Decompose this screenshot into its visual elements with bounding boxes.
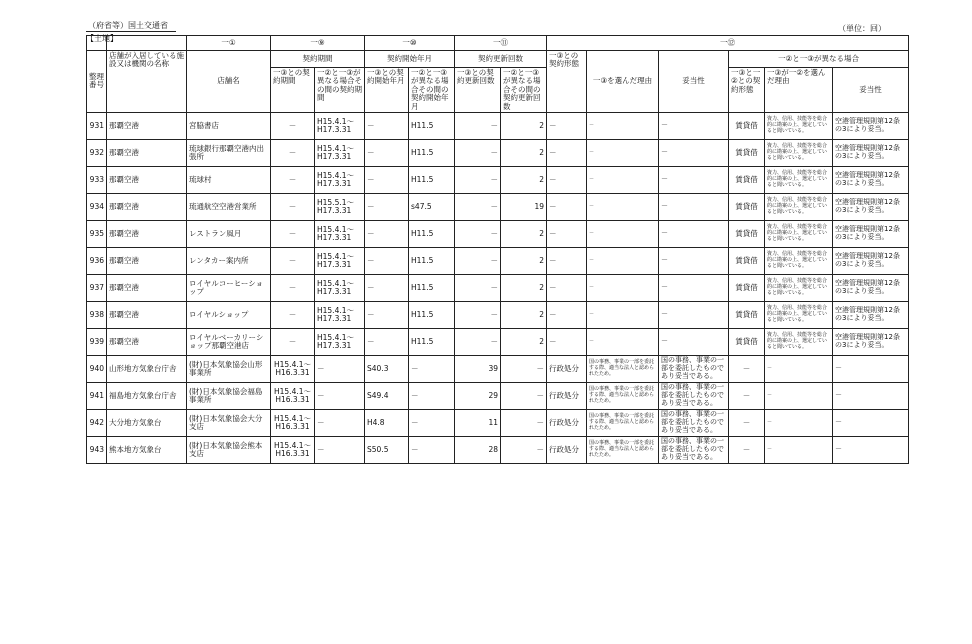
cell-renewal-3: 11 — [455, 409, 501, 436]
cell-renewal-23: － — [501, 436, 547, 463]
cell-renewal-23: 2 — [501, 328, 547, 355]
cell-form-23: 賃貸借 — [729, 193, 765, 220]
header-code-c11: 一⑪ — [455, 36, 547, 51]
cell-form-3: 行政処分 — [547, 382, 587, 409]
header-p3: 一③との契約期間 — [271, 68, 315, 113]
cell-period-3: － — [271, 274, 315, 301]
cell-start-23: － — [409, 382, 455, 409]
cell-facility: 那覇空港 — [107, 139, 187, 166]
header-form3: 一③との契約形態 — [547, 51, 587, 113]
cell-start-3: － — [365, 193, 409, 220]
header-code-c10: 一⑩ — [365, 36, 455, 51]
cell-renewal-3: － — [455, 139, 501, 166]
cell-form-23: 賃貸借 — [729, 112, 765, 139]
ministry-label: （府省等）国土交通省 — [88, 21, 168, 30]
cell-renewal-23: － — [501, 355, 547, 382]
cell-no: 938 — [87, 301, 107, 328]
cell-renewal-23: 2 — [501, 139, 547, 166]
cell-no: 936 — [87, 247, 107, 274]
cell-no: 937 — [87, 274, 107, 301]
table-body — [87, 112, 909, 463]
cell-start-3: － — [365, 247, 409, 274]
cell-period-23: H15.4.1～H17.3.31 — [315, 166, 365, 193]
table-row — [87, 112, 909, 139]
header-reason3: 一③を選んだ理由 — [587, 51, 659, 113]
cell-store: ロイヤルコーヒーショップ — [187, 274, 271, 301]
cell-form-3: 行政処分 — [547, 409, 587, 436]
cell-no: 934 — [87, 193, 107, 220]
cell-validity: 国の事務、事業の一部を委託したものであり妥当である。 — [659, 382, 729, 409]
cell-period-3: H15.4.1～H16.3.31 — [271, 409, 315, 436]
cell-reason-32: 資力、信用、技能等を総合的に勘案の上、選定していると聞いている。 — [765, 112, 833, 139]
cell-renewal-3: － — [455, 220, 501, 247]
header-start: 契約開始年月 — [365, 51, 455, 68]
cell-facility: 大分地方気象台 — [107, 409, 187, 436]
cell-store: 琉球銀行那覇空港内出張所 — [187, 139, 271, 166]
unit-label: （単位：回） — [838, 24, 886, 33]
header-diff-group: 一②と一③が異なる場合 — [729, 51, 909, 68]
cell-no: 933 — [87, 166, 107, 193]
cell-store: (財)日本気象協会大分支店 — [187, 409, 271, 436]
cell-facility: 那覇空港 — [107, 193, 187, 220]
cell-start-3: － — [365, 220, 409, 247]
cell-validity: － — [659, 139, 729, 166]
cell-form-3: 行政処分 — [547, 436, 587, 463]
cell-facility: 那覇空港 — [107, 166, 187, 193]
cell-period-23: － — [315, 409, 365, 436]
cell-renewal-3: － — [455, 328, 501, 355]
cell-period-3: － — [271, 247, 315, 274]
cell-form-23: 賃貸借 — [729, 139, 765, 166]
cell-facility: 那覇空港 — [107, 112, 187, 139]
cell-form-23: 賃貸借 — [729, 247, 765, 274]
header-code-c12: 一⑫ — [547, 36, 909, 51]
table-row — [87, 409, 909, 436]
cell-form-3: － — [547, 112, 587, 139]
cell-start-3: S40.3 — [365, 355, 409, 382]
cell-period-23: H15.4.1～H17.3.31 — [315, 301, 365, 328]
cell-reason-32: － — [765, 355, 833, 382]
cell-store: 宮脇書店 — [187, 112, 271, 139]
cell-reason-32: 資力、信用、技能等を総合的に勘案の上、選定していると聞いている。 — [765, 139, 833, 166]
cell-validity-2: 空港管理規則第12条の3により妥当。 — [833, 139, 909, 166]
table-row — [87, 247, 909, 274]
cell-reason-32: － — [765, 436, 833, 463]
cell-form-3: － — [547, 166, 587, 193]
cell-store: (財)日本気象協会熊本支店 — [187, 436, 271, 463]
cell-store: (財)日本気象協会福島事業所 — [187, 382, 271, 409]
cell-period-3: － — [271, 193, 315, 220]
cell-form-23: － — [729, 355, 765, 382]
cell-validity: － — [659, 274, 729, 301]
cell-store: 琉球村 — [187, 166, 271, 193]
cell-renewal-23: 2 — [501, 166, 547, 193]
table-header — [87, 36, 909, 113]
cell-start-23: H11.5 — [409, 247, 455, 274]
category-label: 【土地】 — [86, 34, 118, 43]
cell-no: 931 — [87, 112, 107, 139]
header-facility: 店舗が入居している施設又は機関の名称 — [107, 51, 187, 113]
cell-validity-2: － — [833, 382, 909, 409]
cell-start-23: － — [409, 355, 455, 382]
cell-period-3: － — [271, 301, 315, 328]
cell-renewal-3: 29 — [455, 382, 501, 409]
cell-period-23: H15.4.1～H17.3.31 — [315, 220, 365, 247]
cell-facility: 那覇空港 — [107, 220, 187, 247]
cell-form-23: － — [729, 409, 765, 436]
cell-renewal-3: － — [455, 166, 501, 193]
cell-form-23: 賃貸借 — [729, 220, 765, 247]
table-row — [87, 193, 909, 220]
header-renewal: 契約更新回数 — [455, 51, 547, 68]
cell-facility: 那覇空港 — [107, 247, 187, 274]
cell-start-23: H11.5 — [409, 274, 455, 301]
header-blank — [107, 36, 187, 51]
cell-period-3: － — [271, 220, 315, 247]
table-row — [87, 274, 909, 301]
cell-validity: 国の事務、事業の一部を委託したものであり妥当である。 — [659, 409, 729, 436]
cell-start-23: － — [409, 436, 455, 463]
cell-renewal-23: － — [501, 382, 547, 409]
cell-validity-2: 空港管理規則第12条の3により妥当。 — [833, 112, 909, 139]
cell-store: (財)日本気象協会山形事業所 — [187, 355, 271, 382]
cell-period-3: － — [271, 112, 315, 139]
cell-period-23: H15.4.1～H17.3.31 — [315, 247, 365, 274]
cell-renewal-3: － — [455, 301, 501, 328]
table-row — [87, 301, 909, 328]
cell-validity-2: － — [833, 355, 909, 382]
cell-period-3: H15.4.1～H16.3.31 — [271, 355, 315, 382]
cell-start-3: － — [365, 274, 409, 301]
cell-reason-32: 資力、信用、技能等を総合的に勘案の上、選定していると聞いている。 — [765, 328, 833, 355]
cell-no: 935 — [87, 220, 107, 247]
cell-store: レンタカー案内所 — [187, 247, 271, 274]
cell-validity: － — [659, 247, 729, 274]
cell-reason-3: 国の事務、事業の一部を委託する際、適当な法人と認められたため。 — [587, 382, 659, 409]
cell-start-23: H11.5 — [409, 112, 455, 139]
table-row — [87, 328, 909, 355]
cell-period-3: － — [271, 139, 315, 166]
cell-form-23: 賃貸借 — [729, 274, 765, 301]
cell-reason-3: 国の事務、事業の一部を委託する際、適当な法人と認められたため。 — [587, 409, 659, 436]
cell-reason-32: 資力、信用、技能等を総合的に勘案の上、選定していると聞いている。 — [765, 220, 833, 247]
cell-start-3: H4.8 — [365, 409, 409, 436]
cell-start-3: S49.4 — [365, 382, 409, 409]
cell-no: 943 — [87, 436, 107, 463]
cell-reason-32: 資力、信用、技能等を総合的に勘案の上、選定していると聞いている。 — [765, 274, 833, 301]
cell-period-3: － — [271, 166, 315, 193]
cell-form-3: － — [547, 247, 587, 274]
cell-renewal-3: 39 — [455, 355, 501, 382]
cell-period-3: H15.4.1～H16.3.31 — [271, 436, 315, 463]
cell-reason-32: 資力、信用、技能等を総合的に勘案の上、選定していると聞いている。 — [765, 247, 833, 274]
cell-validity-2: 空港管理規則第12条の3により妥当。 — [833, 166, 909, 193]
cell-reason-3: － — [587, 274, 659, 301]
cell-no: 941 — [87, 382, 107, 409]
cell-validity: － — [659, 193, 729, 220]
cell-form-23: 賃貸借 — [729, 301, 765, 328]
table-row — [87, 382, 909, 409]
cell-validity-2: 空港管理規則第12条の3により妥当。 — [833, 247, 909, 274]
cell-facility: 山形地方気象台庁舎 — [107, 355, 187, 382]
cell-form-23: － — [729, 436, 765, 463]
cell-start-3: － — [365, 328, 409, 355]
cell-renewal-23: 19 — [501, 193, 547, 220]
cell-form-3: － — [547, 193, 587, 220]
cell-period-23: － — [315, 355, 365, 382]
table-row — [87, 355, 909, 382]
cell-reason-3: － — [587, 112, 659, 139]
cell-start-3: S50.5 — [365, 436, 409, 463]
cell-period-23: H15.4.1～H17.3.31 — [315, 274, 365, 301]
cell-reason-32: 資力、信用、技能等を総合的に勘案の上、選定していると聞いている。 — [765, 193, 833, 220]
header-s23: 一②と一③が異なる場合その間の契約開始年月 — [409, 68, 455, 113]
cell-renewal-3: － — [455, 247, 501, 274]
cell-start-23: H11.5 — [409, 328, 455, 355]
cell-form-3: － — [547, 220, 587, 247]
cell-validity-2: 空港管理規則第12条の3により妥当。 — [833, 220, 909, 247]
cell-start-3: － — [365, 301, 409, 328]
cell-validity-2: 空港管理規則第12条の3により妥当。 — [833, 193, 909, 220]
cell-reason-3: 国の事務、事業の一部を委託する際、適当な法人と認められたため。 — [587, 355, 659, 382]
cell-no: 932 — [87, 139, 107, 166]
header-blank — [87, 36, 107, 51]
cell-facility: 那覇空港 — [107, 328, 187, 355]
cell-period-23: H15.5.1～H17.3.31 — [315, 193, 365, 220]
cell-reason-32: － — [765, 409, 833, 436]
cell-period-3: － — [271, 328, 315, 355]
table-row — [87, 220, 909, 247]
cell-period-23: H15.4.1～H17.3.31 — [315, 112, 365, 139]
cell-start-23: H11.5 — [409, 301, 455, 328]
cell-reason-3: － — [587, 328, 659, 355]
cell-validity: － — [659, 166, 729, 193]
cell-facility: 那覇空港 — [107, 274, 187, 301]
header-r23: 一②と一③が異なる場合その間の契約更新回数 — [501, 68, 547, 113]
cell-no: 942 — [87, 409, 107, 436]
contract-table — [86, 35, 909, 464]
cell-form-23: 賃貸借 — [729, 328, 765, 355]
header-p23: 一②と一③が異なる場合その間の契約期間 — [315, 68, 365, 113]
cell-period-23: － — [315, 436, 365, 463]
cell-form-3: 行政処分 — [547, 355, 587, 382]
cell-validity: － — [659, 220, 729, 247]
cell-start-23: s47.5 — [409, 193, 455, 220]
cell-period-23: H15.4.1～H17.3.31 — [315, 139, 365, 166]
cell-store: ロイヤルベーカリーショップ那覇空港店 — [187, 328, 271, 355]
cell-reason-3: － — [587, 166, 659, 193]
cell-start-23: H11.5 — [409, 166, 455, 193]
cell-form-3: － — [547, 274, 587, 301]
cell-reason-3: － — [587, 220, 659, 247]
cell-period-3: H15.4.1～H16.3.31 — [271, 382, 315, 409]
ministry-underline — [86, 31, 176, 32]
cell-facility: 福島地方気象台庁舎 — [107, 382, 187, 409]
cell-renewal-23: 2 — [501, 247, 547, 274]
header-s3: 一③との契約開始年月 — [365, 68, 409, 113]
cell-form-23: 賃貸借 — [729, 166, 765, 193]
cell-validity: － — [659, 112, 729, 139]
header-valid2: 妥当性 — [833, 68, 909, 113]
cell-start-3: － — [365, 139, 409, 166]
cell-no: 940 — [87, 355, 107, 382]
cell-validity: － — [659, 301, 729, 328]
cell-period-23: H15.4.1～H17.3.31 — [315, 328, 365, 355]
cell-no: 939 — [87, 328, 107, 355]
cell-renewal-3: － — [455, 274, 501, 301]
header-code-c9: 一⑨ — [271, 36, 365, 51]
cell-reason-3: 国の事務、事業の一部を委託する際、適当な法人と認められたため。 — [587, 436, 659, 463]
header-r3: 一③との契約更新回数 — [455, 68, 501, 113]
cell-validity-2: － — [833, 436, 909, 463]
cell-validity: － — [659, 328, 729, 355]
cell-reason-3: － — [587, 193, 659, 220]
header-form23: 一③と一②との契約形態 — [729, 68, 765, 113]
cell-validity-2: 空港管理規則第12条の3により妥当。 — [833, 274, 909, 301]
header-code-c1: 一① — [187, 36, 271, 51]
cell-validity-2: 空港管理規則第12条の3により妥当。 — [833, 301, 909, 328]
cell-start-23: H11.5 — [409, 139, 455, 166]
cell-store: レストラン風月 — [187, 220, 271, 247]
cell-renewal-23: 2 — [501, 220, 547, 247]
cell-renewal-23: 2 — [501, 112, 547, 139]
cell-start-23: － — [409, 409, 455, 436]
cell-validity-2: 空港管理規則第12条の3により妥当。 — [833, 328, 909, 355]
cell-reason-3: － — [587, 247, 659, 274]
cell-form-3: － — [547, 301, 587, 328]
cell-reason-3: － — [587, 301, 659, 328]
header-reason32: 一③が一②を選んだ理由 — [765, 68, 833, 113]
cell-facility: 那覇空港 — [107, 301, 187, 328]
cell-facility: 熊本地方気象台 — [107, 436, 187, 463]
cell-validity: 国の事務、事業の一部を委託したものであり妥当である。 — [659, 355, 729, 382]
header-store: 店舗名 — [187, 51, 271, 113]
cell-store: ロイヤルショップ — [187, 301, 271, 328]
header-no: 整理番号 — [87, 51, 107, 113]
cell-renewal-3: 28 — [455, 436, 501, 463]
cell-renewal-23: － — [501, 409, 547, 436]
cell-store: 琉通航空空港営業所 — [187, 193, 271, 220]
cell-period-23: － — [315, 382, 365, 409]
cell-reason-32: 資力、信用、技能等を総合的に勘案の上、選定していると聞いている。 — [765, 301, 833, 328]
cell-renewal-23: 2 — [501, 301, 547, 328]
cell-renewal-3: － — [455, 193, 501, 220]
cell-start-23: H11.5 — [409, 220, 455, 247]
cell-reason-32: － — [765, 382, 833, 409]
cell-form-3: － — [547, 328, 587, 355]
cell-form-3: － — [547, 139, 587, 166]
table-row — [87, 436, 909, 463]
cell-renewal-3: － — [455, 112, 501, 139]
cell-start-3: － — [365, 166, 409, 193]
cell-validity-2: － — [833, 409, 909, 436]
cell-renewal-23: 2 — [501, 274, 547, 301]
header-period: 契約期間 — [271, 51, 365, 68]
cell-form-23: － — [729, 382, 765, 409]
cell-reason-3: － — [587, 139, 659, 166]
header-valid: 妥当性 — [659, 51, 729, 113]
cell-reason-32: 資力、信用、技能等を総合的に勘案の上、選定していると聞いている。 — [765, 166, 833, 193]
cell-validity: 国の事務、事業の一部を委託したものであり妥当である。 — [659, 436, 729, 463]
table-row — [87, 139, 909, 166]
table-row — [87, 166, 909, 193]
cell-start-3: － — [365, 112, 409, 139]
